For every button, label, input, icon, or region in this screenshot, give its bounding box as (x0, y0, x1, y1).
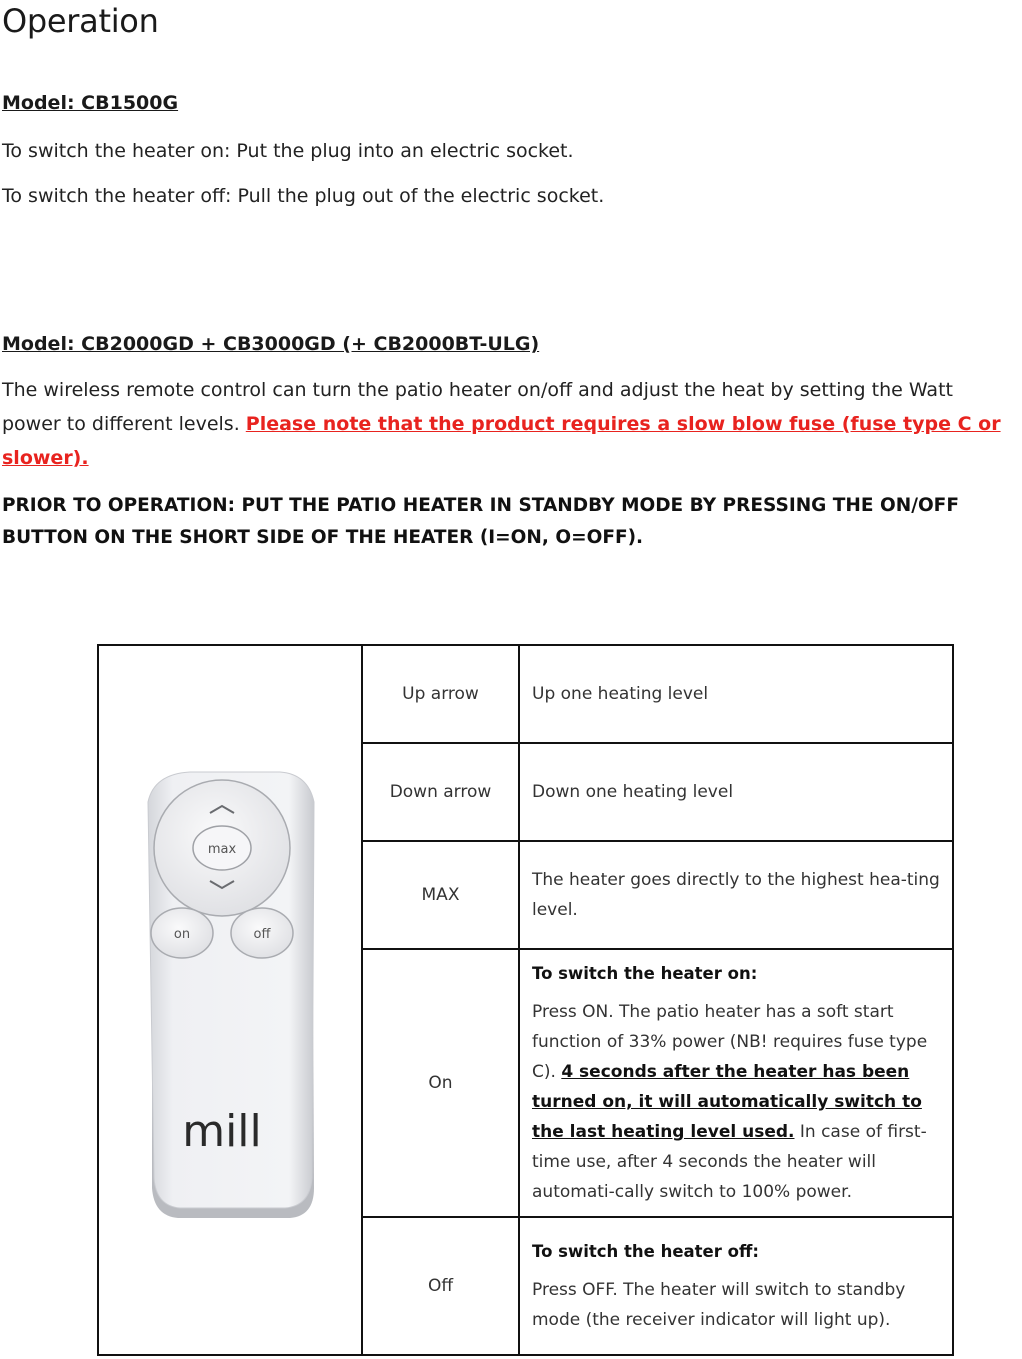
model-heading-cb2000gd: Model: CB2000GD + CB3000GD (+ CB2000BT-ULG) (2, 333, 540, 355)
remote-control-image (130, 768, 330, 1228)
fuse-warning: Please note that the product requires a slow blow fuse (fuse type C or slower). (2, 413, 1001, 469)
key-on: On (362, 949, 519, 1217)
table-row (98, 645, 953, 743)
desc-off-heading: To switch the heater off: (532, 1242, 759, 1261)
off-label: off (253, 927, 271, 942)
remote-image-cell (98, 645, 362, 1355)
operation-table (97, 644, 954, 1356)
desc-off (519, 1217, 953, 1355)
remote-intro-text: The wireless remote control can turn the patio heater on/off and adjust the heat by setting the Watt power to different levels. (2, 379, 953, 435)
desc-max: The heater goes directly to the highest hea-ting level. (519, 841, 953, 949)
model-heading-cb1500g: Model: CB1500G (2, 92, 179, 114)
prior-operation-notice: PRIOR TO OPERATION: PUT THE PATIO HEATER IN STANDBY MODE BY PRESSING THE ON/OFF BUTTON ON THE SHORT SIDE OF THE HEATER (I=ON, O=OFF). (2, 495, 959, 548)
desc-on-text-2: In case of first-time use, after 4 seconds the heater will automati-cally switch to 100% power. (532, 1122, 927, 1202)
key-max: MAX (362, 841, 519, 949)
desc-on-heading: To switch the heater on: (532, 964, 758, 983)
desc-on (519, 949, 953, 1217)
key-off: Off (362, 1217, 519, 1355)
on-label: on (173, 927, 191, 942)
desc-down-arrow: Down one heating level (519, 743, 953, 841)
page-title: Operation (2, 2, 159, 40)
switch-off-instruction: To switch the heater off: Pull the plug out of the electric socket. (2, 185, 605, 207)
desc-on-text: Press ON. The patio heater has a soft start function of 33% power (NB! requires fuse type C). (532, 1002, 928, 1082)
key-down-arrow: Down arrow (362, 743, 519, 841)
desc-up-arrow: Up one heating level (519, 645, 953, 743)
switch-on-instruction: To switch the heater on: Put the plug into an electric socket. (2, 140, 574, 162)
key-up-arrow: Up arrow (362, 645, 519, 743)
remote-intro-paragraph (2, 373, 1014, 475)
mill-logo: mill (182, 1106, 262, 1157)
max-label: max (207, 842, 237, 857)
desc-off-text: Press OFF. The heater will switch to standby mode (the receiver indicator will light up). (532, 1280, 906, 1330)
desc-on-emphasis: 4 seconds after the heater has been turned on, it will automatically switch to the last heating level used. (532, 1062, 922, 1142)
